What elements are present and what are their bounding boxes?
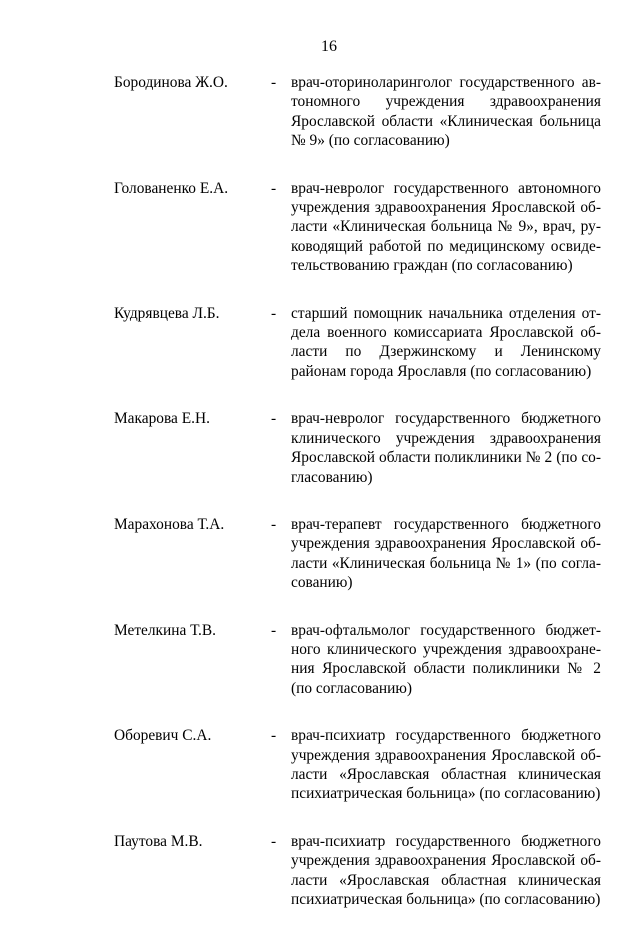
member-name: Марахонова Т.А. <box>114 515 225 533</box>
member-name: Метелкина Т.В. <box>114 621 216 639</box>
list-item <box>0 515 640 593</box>
member-name: Голованенко Е.А. <box>114 179 229 197</box>
member-role: врач-оториноларинголог государственного автономного учреждения здравоохранения Ярославской области «Клиническая больница № 9» (по согласованию) <box>291 74 601 150</box>
members-list <box>0 73 640 937</box>
list-item <box>0 304 640 382</box>
member-name: Кудрявцева Л.Б. <box>114 304 220 322</box>
page-number: 16 <box>321 38 337 55</box>
member-name: Макарова Е.Н. <box>114 410 210 428</box>
member-role: старший помощник начальника отделения отдела военного комиссариата Ярославской области по Дзержинскому и Ленинскому районам города Ярославля (по согласованию) <box>291 304 601 380</box>
member-role: врач-офтальмолог государственного бюджетного клинического учреждения здравоохранения Ярославской области поликлиники № 2 (по согласованию) <box>291 621 601 697</box>
dash-separator: - <box>271 74 277 91</box>
dash-separator: - <box>271 727 277 745</box>
member-role: врач-невролог государственного бюджетного клинического учреждения здравоохранения Ярославской области поликлиники № 2 (по согласованию) <box>291 410 601 486</box>
member-role: врач-невролог государственного автономного учреждения здравоохранения Ярославской области «Клиническая больница № 9», врач, руководящий работой по медицинскому освидетельствованию граждан (по согласованию) <box>291 179 601 275</box>
list-item <box>0 621 640 699</box>
list-item <box>0 832 640 910</box>
dash-separator: - <box>271 304 277 322</box>
dash-separator: - <box>271 832 277 850</box>
list-item <box>0 726 640 804</box>
member-role: врач-терапевт государственного бюджетного учреждения здравоохранения Ярославской области «Клиническая больница № 1» (по согласованию) <box>291 515 601 592</box>
dash-separator: - <box>271 410 277 428</box>
member-name: Паутова М.В. <box>114 832 203 850</box>
member-name: Бородинова Ж.О. <box>114 74 228 91</box>
member-role: врач-психиатр государственного бюджетного учреждения здравоохранения Ярославской области «Ярославская областная клиническая психиатрическая больница» (по согласованию) <box>291 727 601 803</box>
member-role: врач-психиатр государственного бюджетного учреждения здравоохранения Ярославской области «Ярославская областная клиническая психиатрическая больница» (по согласованию) <box>291 832 601 908</box>
list-item <box>0 179 640 276</box>
dash-separator: - <box>271 515 277 533</box>
list-item <box>0 409 640 487</box>
dash-separator: - <box>271 621 277 639</box>
member-name: Оборевич С.А. <box>114 727 212 745</box>
dash-separator: - <box>271 179 277 197</box>
list-item <box>0 73 640 151</box>
